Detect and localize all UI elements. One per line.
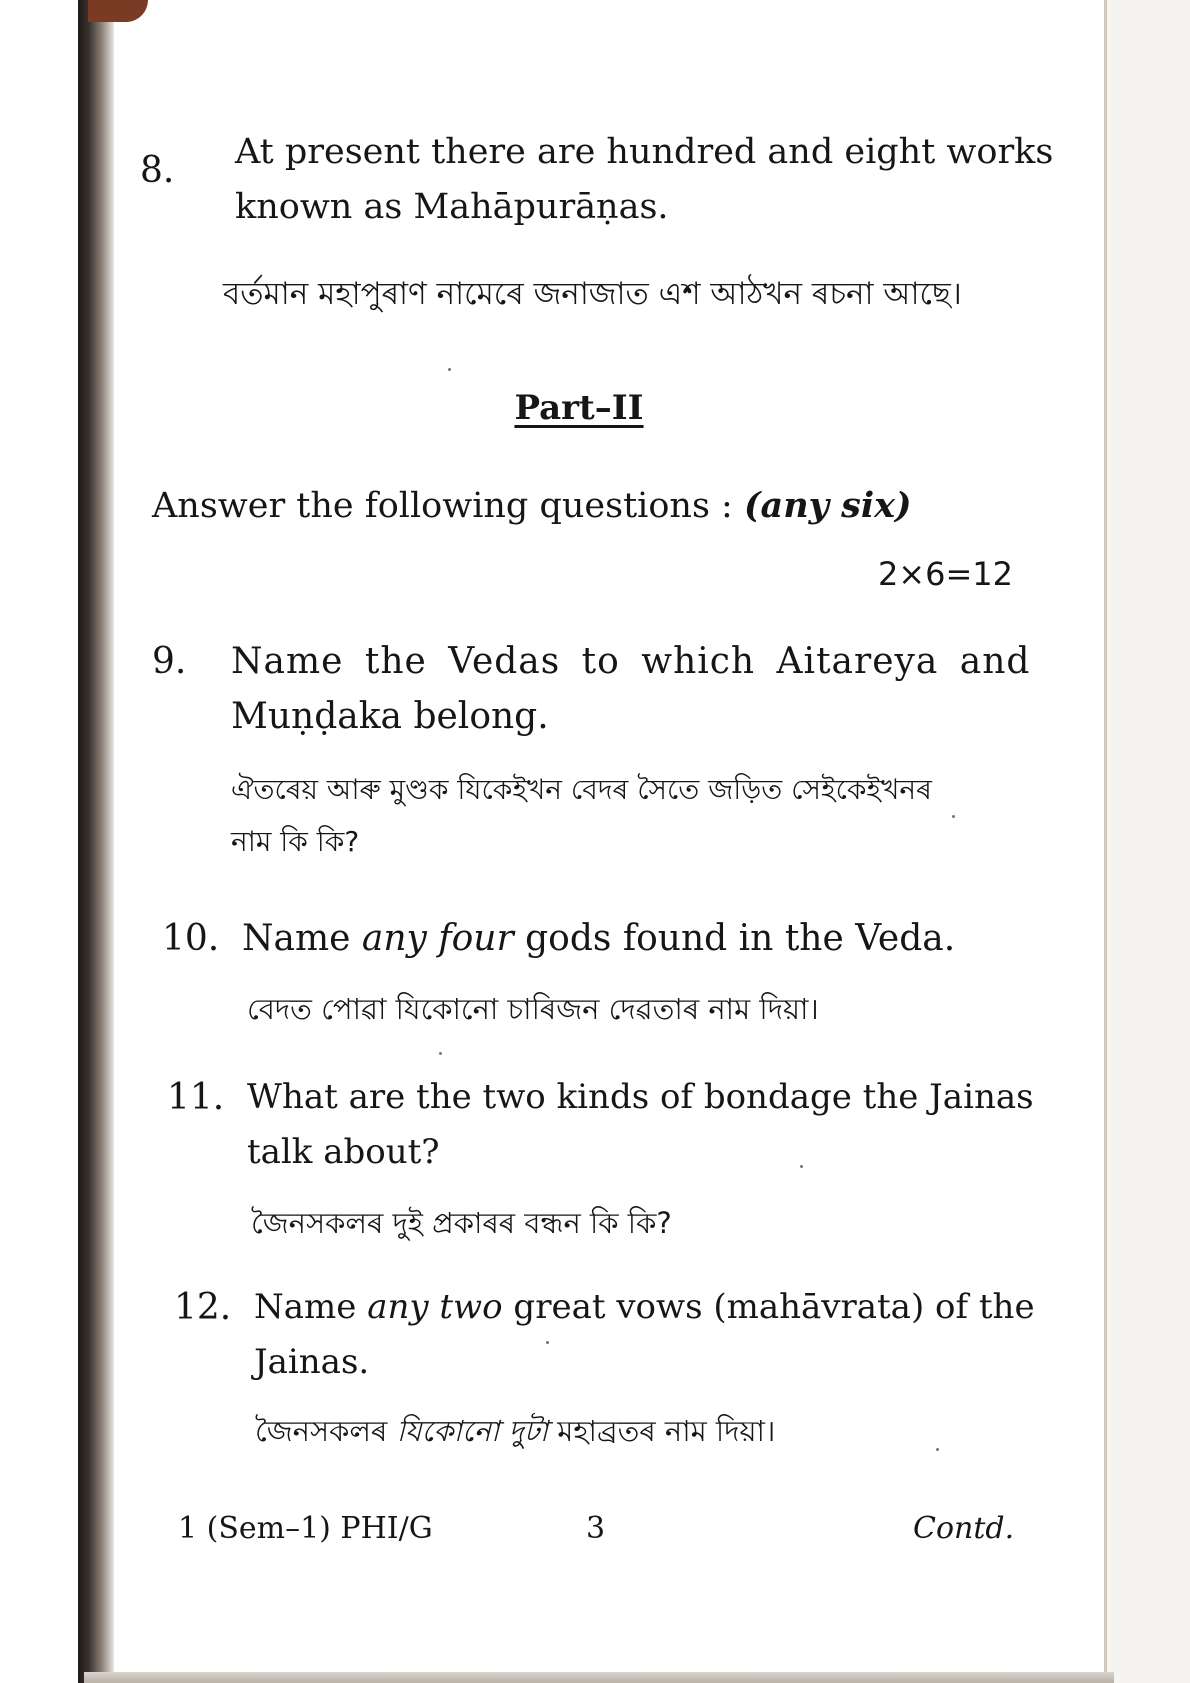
scan-speck — [800, 1165, 803, 1168]
paper-code: 1 (Sem–1) PHI/G — [178, 1511, 433, 1546]
question-12-assamese-italic: যিকোনো দুটা — [396, 1414, 548, 1448]
scan-speck — [448, 368, 451, 371]
question-12 — [174, 1280, 1034, 1390]
question-number: 8. — [140, 150, 175, 191]
scan-speck — [952, 815, 955, 818]
instruction-emphasis: (any six) — [743, 485, 912, 526]
question-9-english-line1: Name the Vedas to which Aitareya and — [231, 641, 1031, 682]
question-10-english-post: gods found in the Veda. — [513, 918, 956, 959]
question-number: 10. — [162, 918, 220, 959]
question-number: 11. — [167, 1077, 225, 1118]
question-8-english-line2: known as Mahāpurāṇas. — [235, 187, 669, 227]
continued-label — [913, 1511, 1014, 1546]
question-10-assamese: বেদত পোৱা যিকোনো চাৰিজন দেৱতাৰ নাম দিয়া। — [247, 992, 819, 1026]
question-9 — [152, 634, 1031, 744]
question-12-english-line1 — [254, 1280, 1035, 1335]
question-8 — [140, 125, 1054, 235]
question-number: 9. — [152, 641, 187, 682]
question-11-assamese: জৈনসকলৰ দুই প্ৰকাৰৰ বন্ধন কি কি? — [251, 1206, 672, 1240]
question-10 — [162, 911, 1022, 966]
question-12-assamese-pre: জৈনসকলৰ — [255, 1414, 397, 1448]
background-margin — [1107, 0, 1190, 1683]
question-12-english-pre: Name — [254, 1287, 368, 1327]
section-marks: 2×6=12 — [877, 555, 1013, 593]
question-9-assamese — [231, 764, 932, 868]
question-10-english-pre: Name — [242, 918, 362, 959]
section-title: Part–II — [514, 388, 644, 428]
book-binding-shadow — [78, 0, 114, 1683]
page-number: 3 — [586, 1511, 606, 1546]
question-11-english-line1: What are the two kinds of bondage the Jainas — [247, 1077, 1034, 1117]
question-9-assamese-line1: ঐতৰেয় আৰু মুণ্ডক যিকেইখন বেদৰ সৈতে জড়িত সেইকেইখনৰ — [231, 773, 932, 806]
question-8-english-line1: At present there are hundred and eight works — [235, 132, 1054, 172]
question-number: 12. — [174, 1287, 232, 1328]
question-12-english-post: great vows (mahāvrata) of the — [502, 1287, 1035, 1327]
question-9-assamese-line2: নাম কি কি? — [231, 825, 360, 858]
question-12-english-line2: Jainas. — [254, 1342, 370, 1382]
question-8-assamese: বৰ্তমান মহাপুৰাণ নামেৰে জনাজাত এশ আঠখন ৰচনা আছে। — [223, 276, 962, 312]
question-10-english-italic: any four — [361, 918, 514, 959]
continued-text: Contd. — [913, 1511, 1015, 1546]
question-9-english-line2: Muṇḍaka belong. — [231, 696, 549, 737]
question-12-assamese-post: মহাব্ৰতৰ নাম দিয়া। — [547, 1414, 776, 1448]
scan-speck — [546, 1341, 549, 1344]
question-11 — [167, 1070, 1034, 1180]
page-bottom-edge — [84, 1672, 1114, 1683]
instruction-text: Answer the following questions : — [152, 486, 744, 526]
question-12-english-italic: any two — [367, 1287, 503, 1327]
exam-page — [114, 0, 1104, 1672]
section-instruction — [152, 485, 912, 526]
scan-speck — [439, 1052, 442, 1055]
question-11-english-line2: talk about? — [247, 1132, 440, 1172]
question-12-assamese — [255, 1405, 775, 1457]
scan-speck — [936, 1448, 939, 1451]
